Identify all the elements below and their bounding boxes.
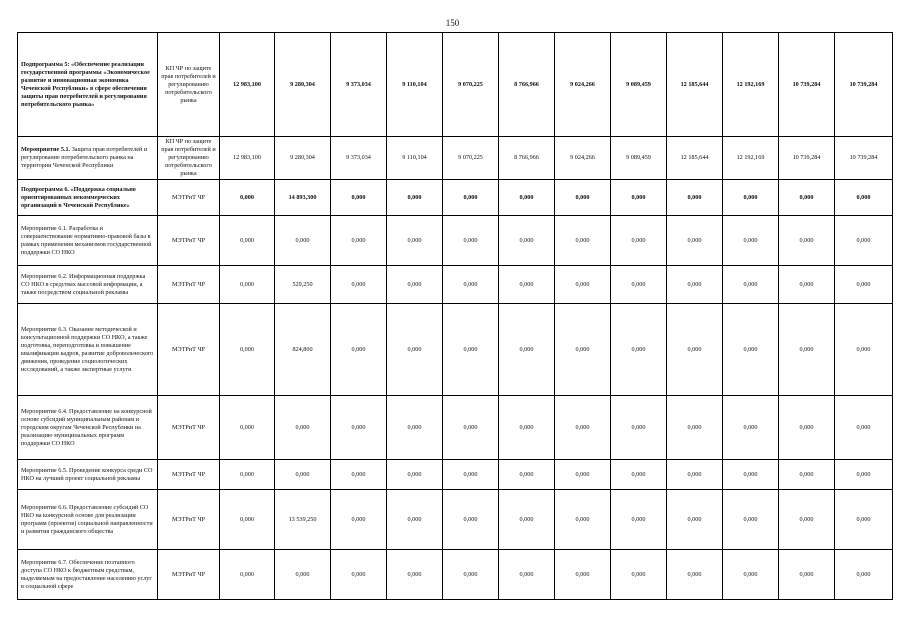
row-name-cell: Мероприятие 6.5. Проведение конкурса среди СО НКО на лучший проект социальной рекламы bbox=[18, 460, 158, 490]
value-cell: 0,000 bbox=[779, 216, 835, 266]
value-cell: 0,000 bbox=[220, 550, 275, 600]
value-cell: 0,000 bbox=[220, 490, 275, 550]
value-cell: 0,000 bbox=[499, 304, 555, 396]
value-cell: 0,000 bbox=[779, 266, 835, 304]
value-cell: 0,000 bbox=[723, 180, 779, 216]
value-cell: 9 110,104 bbox=[387, 137, 443, 180]
value-cell: 0,000 bbox=[555, 216, 611, 266]
row-name-cell: Подпрограмма 5: «Обеспечение реализации государственной программы «Экономическое развитие и инновационная экономика Чеченской Республики» в сфере обеспечения защиты прав потребителей и регулирования потребительского рынка» bbox=[18, 33, 158, 137]
value-cell: 0,000 bbox=[499, 460, 555, 490]
value-cell: 0,000 bbox=[611, 304, 667, 396]
table-row bbox=[18, 550, 893, 600]
value-cell: 9 373,034 bbox=[331, 33, 387, 137]
value-cell: 9 024,266 bbox=[555, 137, 611, 180]
executor-cell: МЭТРиТ ЧР bbox=[158, 266, 220, 304]
row-name-cell: Мероприятие 5.1. Защита прав потребителей и регулирование потребительского рынка на территории Чеченской Республики bbox=[18, 137, 158, 180]
value-cell: 0,000 bbox=[499, 266, 555, 304]
value-cell: 0,000 bbox=[275, 550, 331, 600]
table-row bbox=[18, 137, 893, 180]
value-cell: 0,000 bbox=[387, 396, 443, 460]
value-cell: 529,250 bbox=[275, 266, 331, 304]
value-cell: 0,000 bbox=[779, 490, 835, 550]
value-cell: 9 089,459 bbox=[611, 137, 667, 180]
value-cell: 0,000 bbox=[723, 216, 779, 266]
value-cell: 13 539,250 bbox=[275, 490, 331, 550]
value-cell: 0,000 bbox=[723, 460, 779, 490]
value-cell: 9 070,225 bbox=[443, 137, 499, 180]
table-row bbox=[18, 396, 893, 460]
table-row bbox=[18, 180, 893, 216]
value-cell: 0,000 bbox=[835, 490, 893, 550]
value-cell: 0,000 bbox=[723, 396, 779, 460]
value-cell: 0,000 bbox=[387, 304, 443, 396]
page-number: 150 bbox=[445, 18, 460, 28]
row-name-cell: Мероприятие 6.4. Предоставление на конкурсной основе субсидий муниципальным районам и городским округам Чеченской Республики на реализацию муниципальных программ поддержки СО НКО bbox=[18, 396, 158, 460]
executor-cell: КП ЧР по защите прав потребителей и регулированию потребительского рынка bbox=[158, 33, 220, 137]
value-cell: 0,000 bbox=[555, 266, 611, 304]
row-name-cell: Мероприятие 6.7. Обеспечение поэтапного доступа СО НКО к бюджетным средствам, выделяемым на предоставление населению услуг в социальной сфере bbox=[18, 550, 158, 600]
value-cell: 0,000 bbox=[499, 396, 555, 460]
value-cell: 9 089,459 bbox=[611, 33, 667, 137]
value-cell: 0,000 bbox=[667, 396, 723, 460]
value-cell: 0,000 bbox=[443, 180, 499, 216]
table-row bbox=[18, 266, 893, 304]
value-cell: 0,000 bbox=[331, 216, 387, 266]
value-cell: 0,000 bbox=[331, 490, 387, 550]
value-cell: 0,000 bbox=[555, 490, 611, 550]
value-cell: 12 192,169 bbox=[723, 33, 779, 137]
table-row bbox=[18, 460, 893, 490]
value-cell: 0,000 bbox=[443, 304, 499, 396]
value-cell: 0,000 bbox=[220, 180, 275, 216]
value-cell: 0,000 bbox=[331, 180, 387, 216]
row-name-cell: Мероприятие 6.1. Разработка и совершенствование нормативно-правовой базы в рамках применения механизмов государственной поддержки СО НКО bbox=[18, 216, 158, 266]
value-cell: 0,000 bbox=[331, 396, 387, 460]
row-name-cell: Мероприятие 6.2. Информационная поддержка СО НКО в средствах массовой информации, а также посредством социальной рекламы bbox=[18, 266, 158, 304]
value-cell: 0,000 bbox=[667, 550, 723, 600]
value-cell: 0,000 bbox=[499, 216, 555, 266]
value-cell: 0,000 bbox=[723, 304, 779, 396]
executor-cell: МЭТРиТ ЧР bbox=[158, 304, 220, 396]
table-row bbox=[18, 304, 893, 396]
value-cell: 0,000 bbox=[387, 180, 443, 216]
value-cell: 0,000 bbox=[723, 490, 779, 550]
value-cell: 0,000 bbox=[220, 216, 275, 266]
value-cell: 0,000 bbox=[331, 266, 387, 304]
value-cell: 10 739,284 bbox=[779, 33, 835, 137]
budget-table bbox=[17, 32, 893, 600]
value-cell: 0,000 bbox=[555, 550, 611, 600]
value-cell: 824,800 bbox=[275, 304, 331, 396]
row-name-lead: Мероприятие 5.1. bbox=[21, 146, 71, 153]
executor-cell: МЭТРиТ ЧР bbox=[158, 490, 220, 550]
value-cell: 9 024,266 bbox=[555, 33, 611, 137]
value-cell: 0,000 bbox=[835, 460, 893, 490]
value-cell: 0,000 bbox=[443, 460, 499, 490]
value-cell: 0,000 bbox=[779, 460, 835, 490]
value-cell: 9 280,304 bbox=[275, 33, 331, 137]
value-cell: 8 766,966 bbox=[499, 137, 555, 180]
value-cell: 10 739,284 bbox=[779, 137, 835, 180]
value-cell: 0,000 bbox=[387, 266, 443, 304]
value-cell: 12 192,169 bbox=[723, 137, 779, 180]
value-cell: 0,000 bbox=[555, 304, 611, 396]
value-cell: 0,000 bbox=[555, 460, 611, 490]
row-name-cell: Мероприятие 6.3. Оказание методической и консультационной поддержки СО НКО, а также подготовка, переподготовка и повышение квалификации кадров, развитие добровольческого движения, проведение социологических исследований, а также экспертные услуги bbox=[18, 304, 158, 396]
value-cell: 0,000 bbox=[611, 396, 667, 460]
value-cell: 0,000 bbox=[667, 266, 723, 304]
table-row bbox=[18, 490, 893, 550]
executor-cell: КП ЧР по защите прав потребителей и регулированию потребительского рынка bbox=[158, 137, 220, 180]
value-cell: 0,000 bbox=[779, 396, 835, 460]
row-name-cell: Подпрограмма 6. «Поддержка социально ориентированных некоммерческих организаций в Чеченской Республике» bbox=[18, 180, 158, 216]
executor-cell: МЭТРиТ ЧР bbox=[158, 216, 220, 266]
row-name-cell: Мероприятие 6.6. Предоставление субсидий СО НКО на конкурсной основе для реализации программ (проектов) социальной направленности и развития гражданского общества bbox=[18, 490, 158, 550]
value-cell: 0,000 bbox=[835, 304, 893, 396]
executor-cell: МЭТРиТ ЧР bbox=[158, 180, 220, 216]
value-cell: 0,000 bbox=[443, 396, 499, 460]
value-cell: 9 070,225 bbox=[443, 33, 499, 137]
value-cell: 0,000 bbox=[835, 396, 893, 460]
value-cell: 0,000 bbox=[667, 460, 723, 490]
value-cell: 0,000 bbox=[611, 180, 667, 216]
value-cell: 0,000 bbox=[723, 266, 779, 304]
value-cell: 0,000 bbox=[443, 266, 499, 304]
value-cell: 0,000 bbox=[443, 490, 499, 550]
value-cell: 0,000 bbox=[220, 396, 275, 460]
value-cell: 0,000 bbox=[387, 460, 443, 490]
value-cell: 0,000 bbox=[331, 550, 387, 600]
table-body bbox=[18, 33, 893, 600]
value-cell: 12 185,644 bbox=[667, 33, 723, 137]
value-cell: 9 280,304 bbox=[275, 137, 331, 180]
value-cell: 9 373,034 bbox=[331, 137, 387, 180]
value-cell: 0,000 bbox=[723, 550, 779, 600]
value-cell: 0,000 bbox=[611, 216, 667, 266]
value-cell: 0,000 bbox=[835, 266, 893, 304]
value-cell: 0,000 bbox=[275, 216, 331, 266]
table-row bbox=[18, 33, 893, 137]
value-cell: 0,000 bbox=[611, 550, 667, 600]
value-cell: 12 983,100 bbox=[220, 33, 275, 137]
value-cell: 0,000 bbox=[611, 266, 667, 304]
value-cell: 0,000 bbox=[555, 396, 611, 460]
value-cell: 0,000 bbox=[835, 180, 893, 216]
value-cell: 0,000 bbox=[835, 216, 893, 266]
value-cell: 0,000 bbox=[220, 304, 275, 396]
value-cell: 0,000 bbox=[275, 460, 331, 490]
value-cell: 0,000 bbox=[499, 550, 555, 600]
value-cell: 0,000 bbox=[835, 550, 893, 600]
value-cell: 8 766,966 bbox=[499, 33, 555, 137]
value-cell: 0,000 bbox=[443, 550, 499, 600]
value-cell: 0,000 bbox=[779, 304, 835, 396]
value-cell: 0,000 bbox=[667, 490, 723, 550]
value-cell: 0,000 bbox=[331, 460, 387, 490]
value-cell: 14 893,300 bbox=[275, 180, 331, 216]
value-cell: 0,000 bbox=[779, 180, 835, 216]
value-cell: 0,000 bbox=[220, 460, 275, 490]
value-cell: 0,000 bbox=[387, 550, 443, 600]
value-cell: 9 110,104 bbox=[387, 33, 443, 137]
value-cell: 0,000 bbox=[499, 490, 555, 550]
value-cell: 10 739,284 bbox=[835, 137, 893, 180]
value-cell: 0,000 bbox=[331, 304, 387, 396]
value-cell: 12 983,100 bbox=[220, 137, 275, 180]
value-cell: 0,000 bbox=[555, 180, 611, 216]
value-cell: 0,000 bbox=[667, 304, 723, 396]
executor-cell: МЭТРиТ ЧР bbox=[158, 460, 220, 490]
value-cell: 0,000 bbox=[611, 490, 667, 550]
value-cell: 0,000 bbox=[667, 180, 723, 216]
table-row bbox=[18, 216, 893, 266]
value-cell: 0,000 bbox=[611, 460, 667, 490]
value-cell: 0,000 bbox=[499, 180, 555, 216]
value-cell: 12 185,644 bbox=[667, 137, 723, 180]
value-cell: 0,000 bbox=[667, 216, 723, 266]
value-cell: 0,000 bbox=[387, 216, 443, 266]
executor-cell: МЭТРиТ ЧР bbox=[158, 550, 220, 600]
value-cell: 10 739,284 bbox=[835, 33, 893, 137]
value-cell: 0,000 bbox=[220, 266, 275, 304]
executor-cell: МЭТРиТ ЧР bbox=[158, 396, 220, 460]
value-cell: 0,000 bbox=[779, 550, 835, 600]
value-cell: 0,000 bbox=[443, 216, 499, 266]
value-cell: 0,000 bbox=[275, 396, 331, 460]
value-cell: 0,000 bbox=[387, 490, 443, 550]
